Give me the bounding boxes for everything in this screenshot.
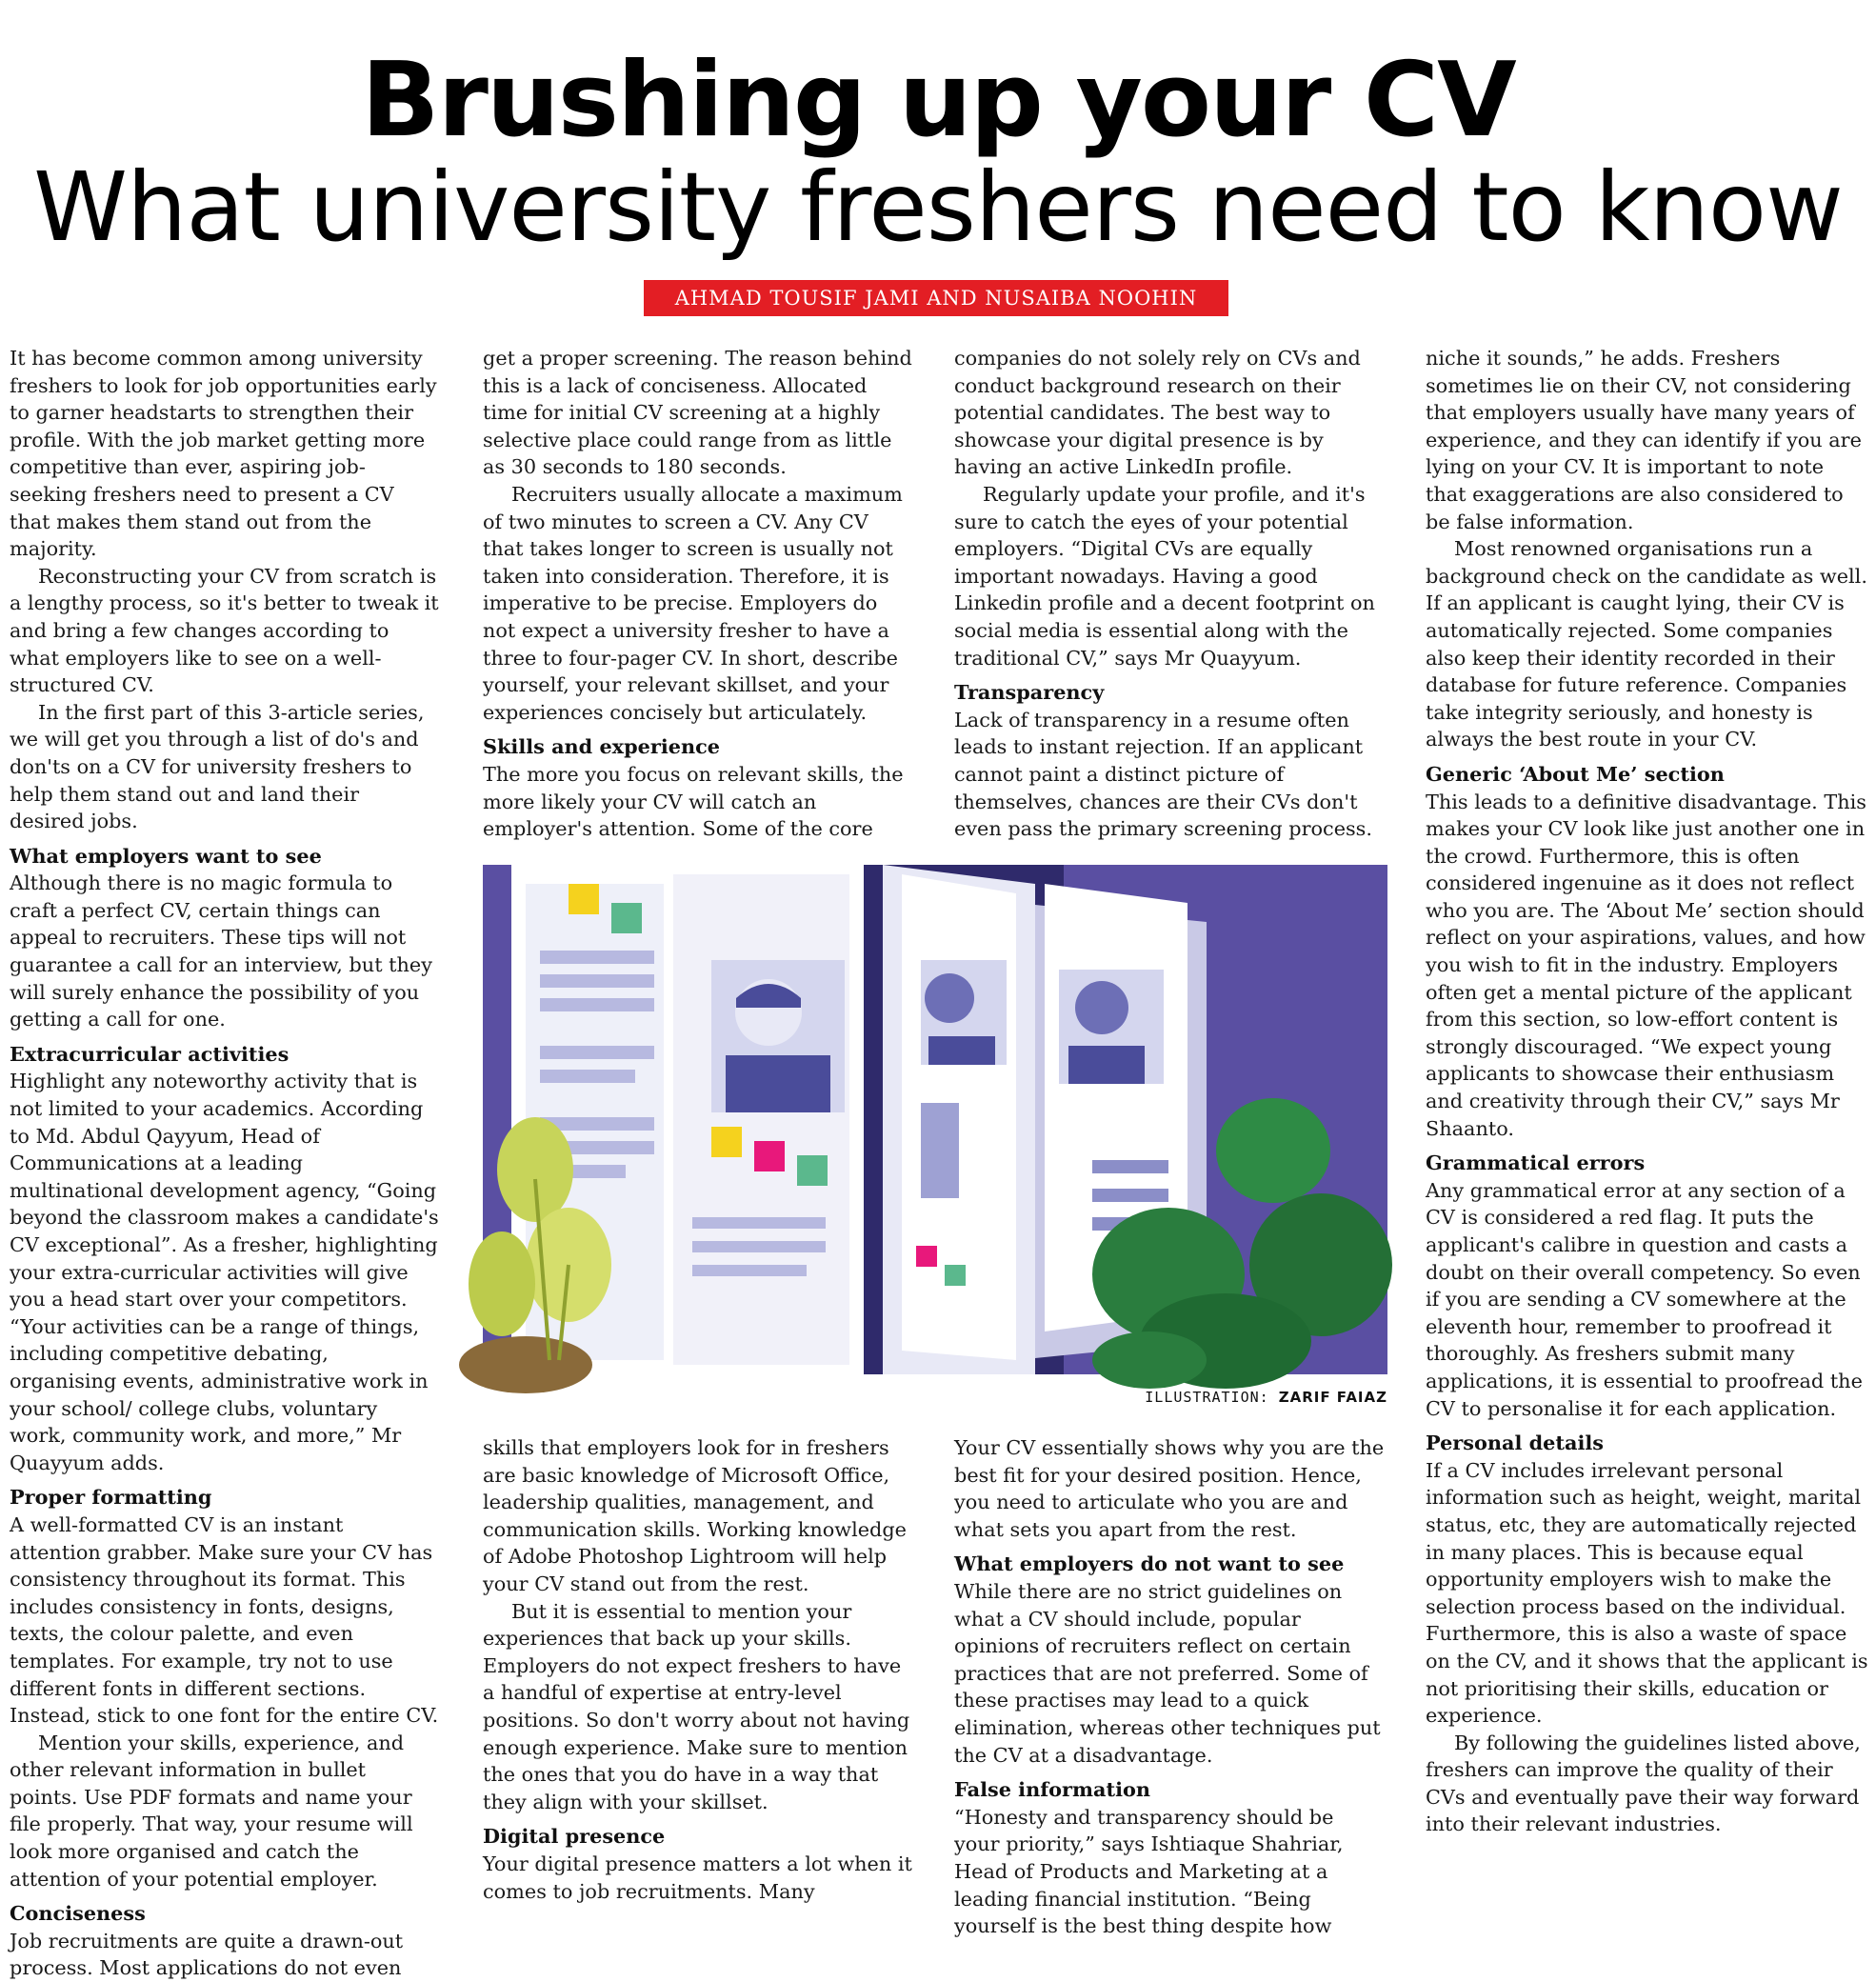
subheading: Personal details bbox=[1426, 1431, 1604, 1455]
paragraph: By following the guidelines listed above, freshers can improve the quality of their CVs and eventually pave their way forward into their relevant industries. bbox=[1426, 1731, 1861, 1836]
paragraph: “Honesty and transparency should be your priority,” says Ishtiaque Shahriar, Head of Products and Marketing at a leading financial institution. “Being yourself is the best thing despite how bbox=[954, 1805, 1344, 1938]
paragraph: Mention your skills, experience, and other relevant information in bullet points. Use PDF formats and name your file properly. That way, your resume will look more organised and catch the attention of your potential employer. bbox=[10, 1731, 413, 1891]
paragraph: It has become common among university freshers to look for job opportunities early to garner headstarts to strengthen their profile. With the job market getting more competitive than ever, aspiring job-seeking freshers need to present a CV that makes them stand out from the majority. bbox=[10, 347, 437, 561]
paragraph: If a CV includes irrelevant personal information such as height, weight, marital status, etc, they are automatically rejected in many places. This is because equal opportunity employers wish to make the selection process based on the individual. Furthermore, this is also a waste of space on the CV, and it shows that the applicant is not prioritising their skills, education or experience. bbox=[1426, 1458, 1868, 1728]
paragraph: Most renowned organisations run a background check on the candidate as well. If an applicant is caught lying, their CV is automatically rejected. Some companies also keep their identity recorded in their database for future reference. Companies take integrity seriously, and honesty is always the best route in your CV. bbox=[1426, 537, 1867, 751]
subheading: Skills and experience bbox=[483, 734, 720, 759]
subheading: Generic ‘About Me’ section bbox=[1426, 761, 1725, 786]
credit-prefix: ILLUSTRATION: bbox=[1145, 1389, 1269, 1406]
subheading: Grammatical errors bbox=[1426, 1151, 1646, 1175]
paragraph: A well-formatted CV is an instant attention grabber. Make sure your CV has consistency throughout its format. This includes consistency in fonts, designs, texts, the colour palette, and even templates. For example, try not to use different fonts in different sections. Instead, stick to one font for the entire CV. bbox=[10, 1512, 439, 1728]
subheadline: What university freshers need to know bbox=[33, 151, 1843, 263]
paragraph: Regularly update your profile, and it's sure to catch the eyes of your potential employers. “Digital CVs are equally important nowadays. Having a good Linkedin profile and a decent footprint on social media is essential along with the traditional CV,” says Mr Quayyum. bbox=[954, 482, 1375, 670]
paragraph: get a proper screening. The reason behind this is a lack of conciseness. Allocated time for initial CV screening at a highly selective place could range from as little as 30 seconds to 180 seconds. bbox=[483, 347, 912, 479]
article-column-1 bbox=[10, 345, 440, 1980]
paragraph: companies do not solely rely on CVs and conduct background research on their potential candidates. The best way to showcase your digital presence is by having an active LinkedIn profile. bbox=[954, 347, 1361, 479]
subheading: Conciseness bbox=[10, 1901, 146, 1926]
article-column-3-bottom bbox=[954, 1434, 1385, 1956]
paragraph: Highlight any noteworthy activity that is not limited to your academics. According to Md. Abdul Qayyum, Head of Communications at a leading multinational development agency, “Going beyond the classroom makes a candidate's CV exceptional”. As a fresher, highlighting your extra-curricular activities will give you a head start over your competitors. “Your activities can be a range of things, including competitive debating, organising events, administrative work in your school/ college clubs, voluntary work, community work, and more,” Mr Quayyum adds. bbox=[10, 1070, 439, 1474]
illustration bbox=[483, 865, 1387, 1374]
subheading: Extracurricular activities bbox=[10, 1041, 289, 1066]
paragraph: Your digital presence matters a lot when it comes to job recruitments. Many bbox=[483, 1852, 912, 1903]
article-column-3-top bbox=[954, 345, 1385, 848]
paragraph: Job recruitments are quite a drawn-out process. Most applications do not even bbox=[10, 1929, 404, 1980]
paragraph: This leads to a definitive disadvantage. This makes your CV look like just another one in the crowd. Furthermore, this is often considered ingenuine as it does not reflect who you are. The ‘About Me’ section should reflect on your aspirations, values, and how you wish to fit in the industry. Employers often get a mental picture of the applicant from this section, so low-effort content is strongly discouraged. “We expect young applicants to showcase their enthusiasm and creativity through their CV,” says Mr Shaanto. bbox=[1426, 790, 1866, 1140]
article-column-2-bottom bbox=[483, 1434, 913, 1956]
article-column-2-top bbox=[483, 345, 913, 848]
cv-illustration bbox=[483, 865, 1387, 1374]
paragraph: niche it sounds,” he adds. Freshers sometimes lie on their CV, not considering that employers usually have many years of experience, and they can identify if you are lying on your CV. It is important to note that exaggerations are also considered to be false information. bbox=[1426, 347, 1862, 533]
subheading: What employers do not want to see bbox=[954, 1552, 1345, 1576]
paragraph: Reconstructing your CV from scratch is a lengthy process, so it's better to tweak it and bring a few changes according to what employers like to see on a well-structured CV. bbox=[10, 564, 439, 697]
paragraph: While there are no strict guidelines on what a CV should include, popular opinions of recruiters reflect on certain practices that are not preferred. Some of these practises may lead to a quick elimination, whereas other techniques put the CV at a disadvantage. bbox=[954, 1579, 1381, 1767]
paragraph: Lack of transparency in a resume often leads to instant rejection. If an applicant cannot paint a distinct picture of themselves, chances are their CVs don't even pass the primary screening process. bbox=[954, 708, 1372, 841]
article-column-4 bbox=[1426, 345, 1868, 1956]
subheading: Digital presence bbox=[483, 1824, 666, 1849]
byline: AHMAD TOUSIF JAMI AND NUSAIBA NOOHIN bbox=[644, 280, 1228, 316]
subheading: False information bbox=[954, 1777, 1150, 1802]
paragraph: Your CV essentially shows why you are the best fit for your desired position. Hence, you need to articulate who you are and what sets you apart from the rest. bbox=[954, 1436, 1385, 1541]
headline: Brushing up your CV bbox=[361, 41, 1515, 160]
subheading: What employers want to see bbox=[10, 843, 322, 868]
credit-name: ZARIF FAIAZ bbox=[1278, 1389, 1387, 1406]
paragraph: But it is essential to mention your experiences that back up your skills. Employers do not expect freshers to have a handful of expertise at entry-level positions. So don't worry about not having enough experience. Make sure to mention the ones that you do have in a way that they align with your skillset. bbox=[483, 1599, 910, 1813]
paragraph: Although there is no magic formula to craft a perfect CV, certain things can appeal to recruiters. These tips will not guarantee a call for an interview, but they will surely enhance the possibility of you getting a call for one. bbox=[10, 871, 432, 1031]
paragraph: skills that employers look for in freshers are basic knowledge of Microsoft Office, leadership qualities, management, and communication skills. Working knowledge of Adobe Photoshop Lightroom will help your CV stand out from the rest. bbox=[483, 1436, 907, 1595]
illustration-credit bbox=[1048, 1389, 1387, 1406]
subheading: Proper formatting bbox=[10, 1485, 212, 1510]
cv-document-icon bbox=[883, 865, 1035, 1374]
cv-document-icon bbox=[654, 865, 864, 1374]
paragraph: The more you focus on relevant skills, the more likely your CV will catch an employer's attention. Some of the core bbox=[483, 762, 904, 841]
paragraph: Recruiters usually allocate a maximum of two minutes to screen a CV. Any CV that takes longer to screen is usually not taken into consideration. Therefore, it is imperative to be precise. Employers do not expect a university fresher to have a three to four-pager CV. In short, describe yourself, your relevant skillset, and your experiences concisely but articulately. bbox=[483, 482, 903, 724]
subheading: Transparency bbox=[954, 680, 1105, 705]
paragraph: In the first part of this 3-article series, we will get you through a list of do's and don'ts on a CV for university freshers to help them stand out and land their desired jobs. bbox=[10, 700, 425, 833]
paragraph: Any grammatical error at any section of a CV is considered a red flag. It puts the applicant's calibre in question and casts a doubt on their overall competency. So even if you are sending a CV somewhere at the eleventh hour, remember to proofread it thoroughly. As freshers submit many applications, it is essential to proofread the CV to personalise it for each application. bbox=[1426, 1178, 1863, 1420]
